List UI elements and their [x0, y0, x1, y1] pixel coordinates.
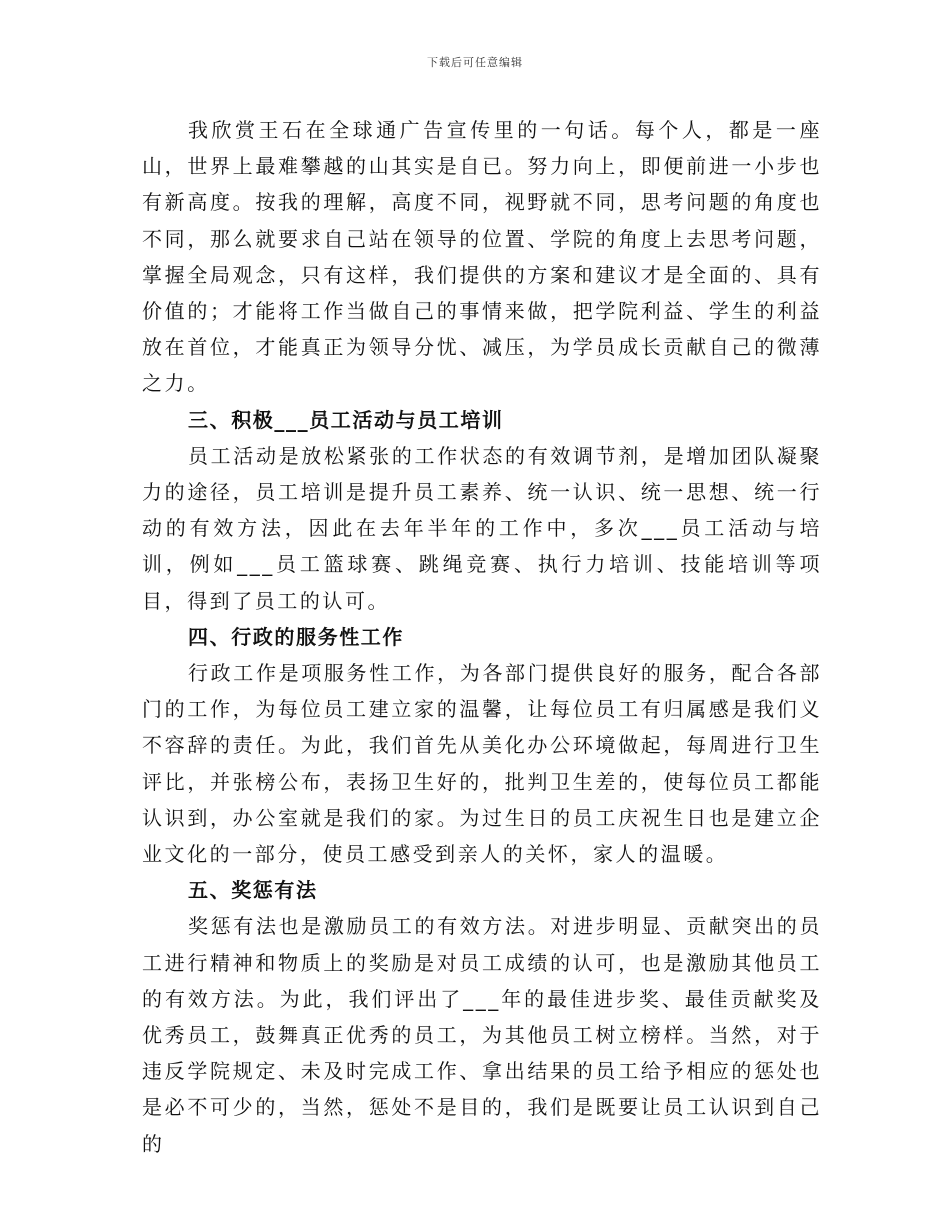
paragraph-activities: 员工活动是放松紧张的工作状态的有效调节剂，是增加团队凝聚力的途径，员工培训是提升员工素养、统一认识、统一思想、统一行动的有效方法，因此在去年半年的工作中，多次___员工活动与培训，例如___员工篮球赛、跳绳竞赛、执行力培训、技能培训等项目，得到了员工的认可。 — [142, 443, 822, 613]
paragraph-service: 行政工作是项服务性工作，为各部门提供良好的服务，配合各部门的工作，为每位员工建立家的温馨，让每位员工有归属感是我们义不容辞的责任。为此，我们首先从美化办公环境做起，每周进行卫生评比，并张榜公布，表扬卫生好的，批判卫生差的，使每位员工都能认识到，办公室就是我们的家。为过生日的员工庆祝生日也是建立企业文化的一部分，使员工感受到亲人的关怀，家人的温暖。 — [142, 661, 822, 867]
paragraph-rewards: 奖惩有法也是激励员工的有效方法。对进步明显、贡献突出的员工进行精神和物质上的奖励是对员工成绩的认可，也是激励其他员工的有效方法。为此，我们评出了___年的最佳进步奖、最佳贡献奖及优秀员工，鼓舞真正优秀的员工，为其他员工树立榜样。当然，对于违反学院规定、未及时完成工作、拿出结果的员工给予相应的惩处也是必不可少的，当然，惩处不是目的，我们是既要让员工认识到自己的 — [142, 914, 822, 1156]
document-body — [142, 112, 822, 1162]
paragraph-perspective: 我欣赏王石在全球通广告宣传里的一句话。每个人，都是一座山，世界上最难攀越的山其实是自已。努力向上，即便前进一小步也有新高度。按我的理解，高度不同，视野就不同，思考问题的角度也不同，那么就要求自己站在领导的位置、学院的角度上去思考问题，掌握全局观念，只有这样，我们提供的方案和建议才是全面的、具有价值的；才能将工作当做自己的事情来做，把学院利益、学生的利益放在首位，才能真正为领导分忧、减压，为学员成长贡献自己的微薄之力。 — [142, 118, 822, 396]
page-header: 下载后可任意编辑 — [427, 56, 523, 69]
section-heading-5: 五、奖惩有法 — [188, 878, 318, 903]
section-heading-4: 四、行政的服务性工作 — [188, 624, 404, 649]
section-heading-3: 三、积极___员工活动与员工培训 — [188, 407, 504, 432]
